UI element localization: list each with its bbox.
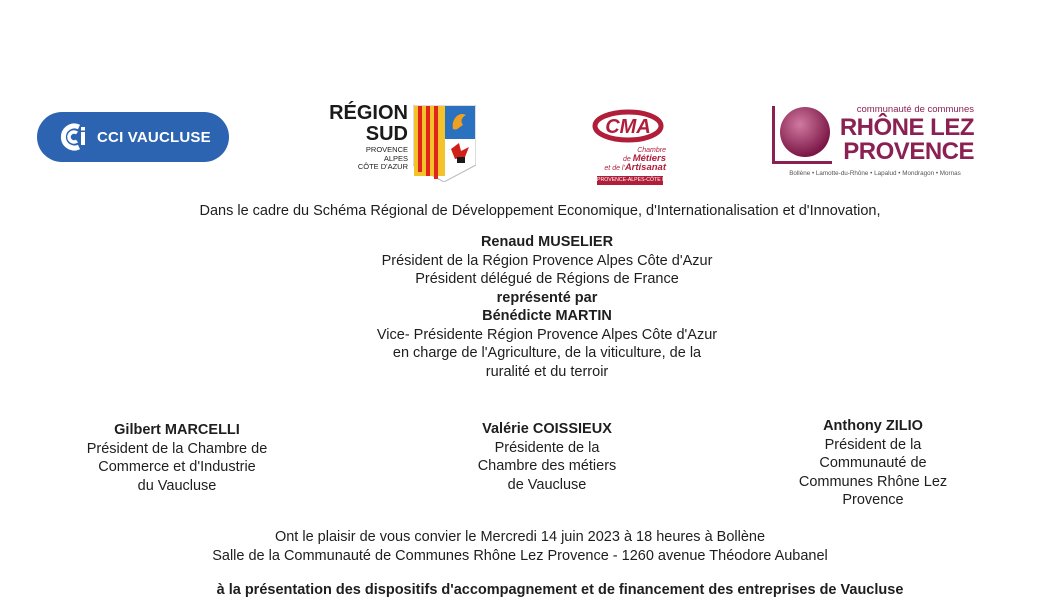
cosigner-title-line: Commerce et d'Industrie (98, 459, 256, 475)
president-name: Renaud MUSELIER (480, 234, 614, 250)
region-sud-logo-title (322, 103, 408, 145)
cma-logo-icon (592, 106, 664, 146)
cosigner-cci (56, 421, 298, 495)
cci-logo-text: CCI VAUCLUSE (97, 128, 211, 146)
cosigner-title-line: Présidente de la (494, 439, 600, 456)
cci-emblem-icon (57, 121, 89, 153)
cosigner-name: Anthony ZILIO (823, 418, 923, 434)
cosigner-title-line: Chambre des métiers (477, 458, 617, 474)
invitation-venue: Salle de la Communauté de Communes Rhône Lez Provence - 1260 avenue Théodore Aubanel (212, 547, 828, 564)
region-title-line-2: SUD (365, 123, 408, 145)
cosigner-title-line: Président de la Chambre de (86, 440, 268, 457)
cma-small-3: et de l' (604, 165, 625, 172)
cma-region-band: PROVENCE-ALPES-CÔTE D'AZUR (597, 177, 682, 183)
cosigner-rlp (775, 417, 971, 510)
event-topic: à la présentation des dispositifs d'accompagnement et de financement des entreprises de Vaucluse (216, 582, 904, 598)
cosigner-cma (442, 420, 652, 494)
representative-title-1: Vice- Présidente Région Provence Alpes Côte d'Azur (376, 326, 718, 343)
cma-big-1: Métiers (632, 153, 666, 164)
representative-name: Bénédicte MARTIN (482, 308, 612, 324)
cosigner-name: Valérie COISSIEUX (482, 421, 612, 437)
represented-by: représenté par (496, 289, 598, 306)
region-sud-logo-subtitle (322, 146, 408, 172)
cma-big-2: Artisanat (624, 162, 666, 173)
cosigner-title-line: du Vaucluse (137, 477, 217, 494)
invitation-date: Ont le plaisir de vous convier le Mercredi 14 juin 2023 à 18 heures à Bollène (274, 529, 766, 545)
cosigner-title-line: Provence (842, 492, 904, 508)
president-block (300, 233, 794, 381)
cci-vaucluse-logo (37, 112, 229, 162)
cosigner-name: Gilbert MARCELLI (114, 422, 240, 438)
cosigner-title-line: Communes Rhône Lez (798, 473, 948, 490)
region-sub-line-3: CÔTE D'AZUR (357, 162, 408, 171)
rlp-logo-top: communauté de communes (856, 104, 974, 115)
svg-text:CMA: CMA (605, 116, 651, 138)
invitation-block (120, 528, 920, 565)
region-shield-icon (413, 105, 476, 182)
rlp-circle-icon (772, 104, 834, 166)
rlp-logo-name (838, 116, 974, 164)
rlp-name-line-2: PROVENCE (843, 138, 974, 165)
region-sub-line-2: ALPES (383, 153, 408, 163)
rlp-towns: Bollène • Lamotte-du-Rhône • Lapalud • Mondragon • Mornas (789, 170, 961, 177)
cma-small-2: de (622, 156, 631, 163)
intro-text: Dans le cadre du Schéma Régional de Développement Economique, d'Internationalisation et d'Innovation, (199, 203, 881, 219)
representative-title-3: ruralité et du terroir (485, 363, 609, 380)
representative-title-2: en charge de l'Agriculture, de la viticulture, de la (392, 345, 702, 361)
cosigner-title-line: Communauté de (819, 455, 927, 471)
president-title-2: Président délégué de Régions de France (415, 271, 679, 287)
region-sub-line-1: PROVENCE (365, 145, 408, 154)
president-title-1: Président de la Région Provence Alpes Côte d'Azur (381, 252, 713, 269)
cma-logo-subtitle (596, 147, 666, 173)
cosigner-title-line: de Vaucluse (507, 476, 587, 493)
rlp-name-line-1: RHÔNE LEZ (839, 114, 974, 141)
region-title-line-1: RÉGION (329, 102, 408, 124)
cma-small-1: Chambre (637, 147, 666, 154)
cosigner-title-line: Président de la (824, 436, 922, 453)
